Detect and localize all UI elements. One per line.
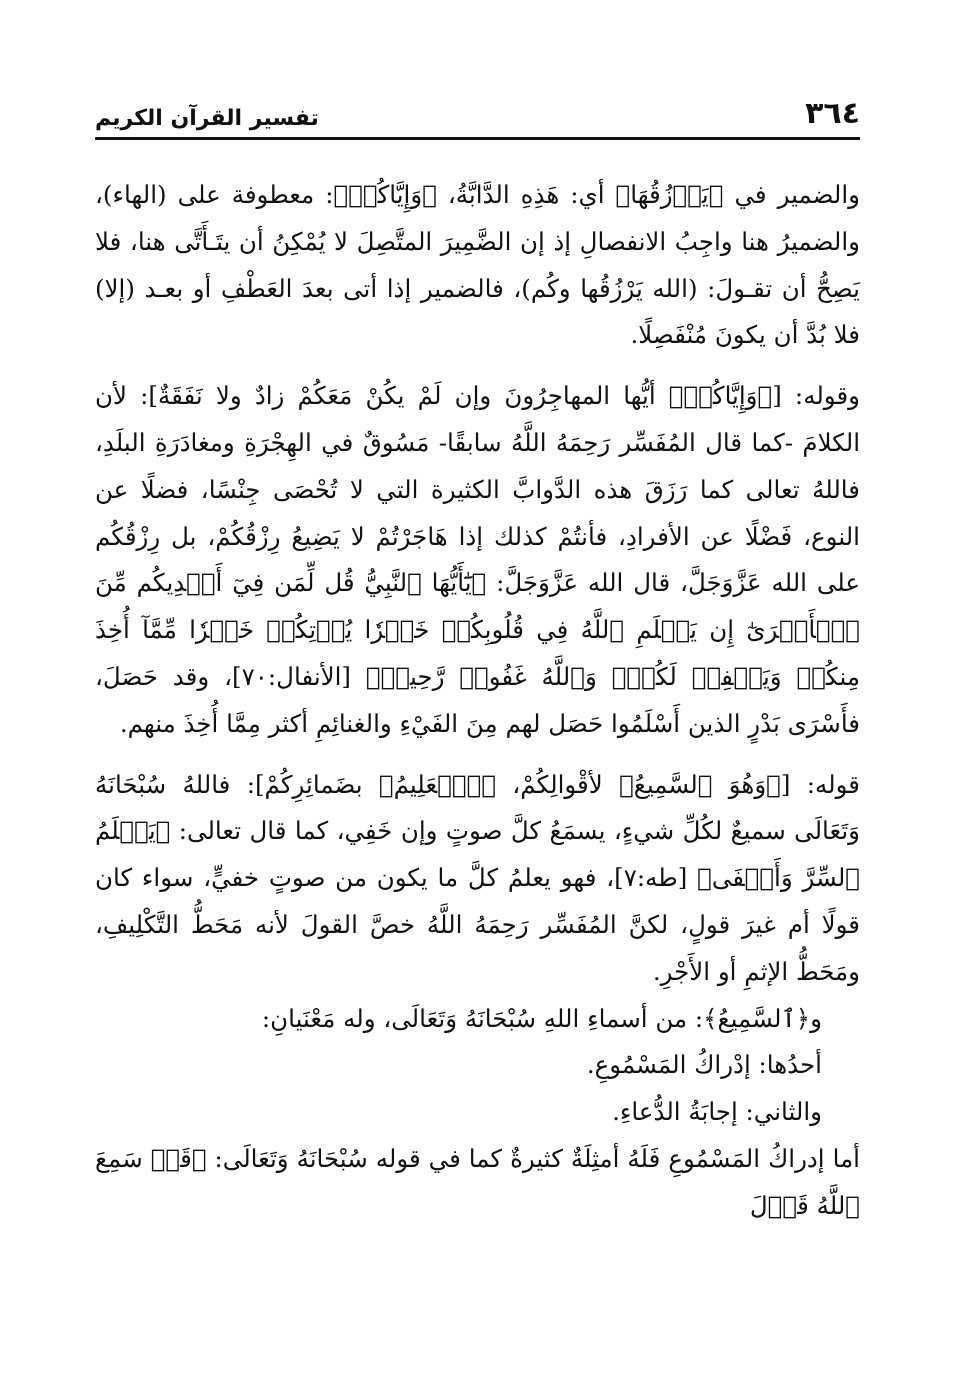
page-body — [95, 172, 860, 1230]
paragraph-last: أما إدراكُ المَسْمُوعِ فَلَهُ أمثِلَةٌ كثيرةٌ كما في قوله سُبْحَانَهُ وَتَعَالَى: ﴿قَدۡ سَمِعَ ٱللَّهُ قَوۡلَ — [95, 1143, 860, 1220]
meanings-list — [95, 996, 860, 1136]
paragraph-pronoun: والضمير في ﴿يَرۡزُقُهَا﴾ أي: هَذِهِ الدَّابَّةُ، ﴿وَإِيَّاكُمۡ﴾: معطوفة على (الهاء)، والضميرُ هنا واجِبُ الانفصالِ إذ إن الضَّمِيرَ المتَّصِلَ لا يُمْكِنُ أن يتَـأَتَّى هنا، فلا يَصِحُّ أن تقـولَ: (الله يَرْزُقُها وكُم)، فالضمير إذا أتى بعدَ العَطْفِ أو بعـد (إلا) فلا بُدَّ أن يكونَ مُنْفَصِلًا. — [95, 180, 860, 350]
page-header — [95, 96, 860, 140]
list-item-intro: و﴿ٱلسَّمِيعُ﴾: من أسماءِ اللهِ سُبْحَانَهُ وَتَعَالَى، وله مَعْنَيانِ: — [261, 1003, 822, 1033]
list-item-second: والثاني: إجابَةُ الدُّعاءِ. — [612, 1097, 822, 1127]
running-title: تفسير القرآن الكريم — [95, 106, 319, 131]
paragraph-all-hearing: قوله: [﴿وَهُوَ ٱلسَّمِيعُ﴾ لأقْوالِكُمْ، ﴿ٱلۡعَلِيمُ﴾ بضَمائِرِكُمْ]: فاللهُ سُبْحَانَهُ وَتَعَالَى سميعٌ لكُلِّ شيءٍ، يسمَعُ كلَّ صوتٍ وإن خَفِي، كما قال تعالى: ﴿يَعۡلَمُ ٱلسِّرَّ وَأَخۡفَى﴾ [طه:٧]، فهو يعلمُ كلَّ ما يكون من صوتٍ خفيٍّ، سواء كان قولًا أم غيرَ قولٍ، لكنَّ المُفَسِّر رَحِمَهُ اللَّهُ خصَّ القولَ لأنه مَحَطُّ التَّكْلِيفِ، ومَحَطُّ الإثمِ أو الأَجْرِ. — [95, 769, 861, 986]
paragraph-provision: وقوله: [﴿وَإِيَّاكُمۡ﴾ أيُّها المهاجِرُونَ وإن لَمْ يكُنْ مَعَكُمْ زادٌ ولا نَفَقَةٌ]: لأن الكلامَ -كما قال المُفَسِّر رَحِمَهُ اللَّهُ سابقًا- مَسُوقٌ في الهِجْرَةِ ومغادَرَةِ البلَدِ، فاللهُ تعالى كما رَزَقَ هذه الدَّوابَّ الكثيرة التي لا تُحْصَى جِنْسًا، فضلًا عن النوع، فَضْلًا عن الأفرادِ، فأنتُمْ كذلك إذا هَاجَرْتُمْ لا يَضِيعُ رِزْقُكُمْ، بل رِزْقُكُم على الله عَزَّوَجَلَّ، قال الله عَزَّوَجَلَّ: ﴿يَٰٓأَيُّهَا ٱلنَّبِيُّ قُل لِّمَن فِيٓ أَيۡدِيكُم مِّنَ ٱلۡأَسۡرَىٰٓ إِن يَعۡلَمِ ٱللَّهُ فِي قُلُوبِكُمۡ خَيۡرٗا يُؤۡتِكُمۡ خَيۡرٗا مِّمَّآ أُخِذَ مِنكُمۡ وَيَغۡفِرۡ لَكُمۡۚ وَٱللَّهُ غَفُورٞ رَّحِيمٞ﴾ [الأنفال:٧٠]، وقد حَصَلَ، فأَسْرَى بَدْرٍ الذين أَسْلَمُوا حَصَل لهم مِنَ الفَيْءِ والغنائِمِ أكثر مِمَّا أُخِذَ منهم. — [95, 381, 860, 738]
list-item-first: أحدُها: إدْراكُ المَسْمُوعِ. — [586, 1050, 822, 1080]
page-number: ٣٦٤ — [805, 96, 860, 131]
